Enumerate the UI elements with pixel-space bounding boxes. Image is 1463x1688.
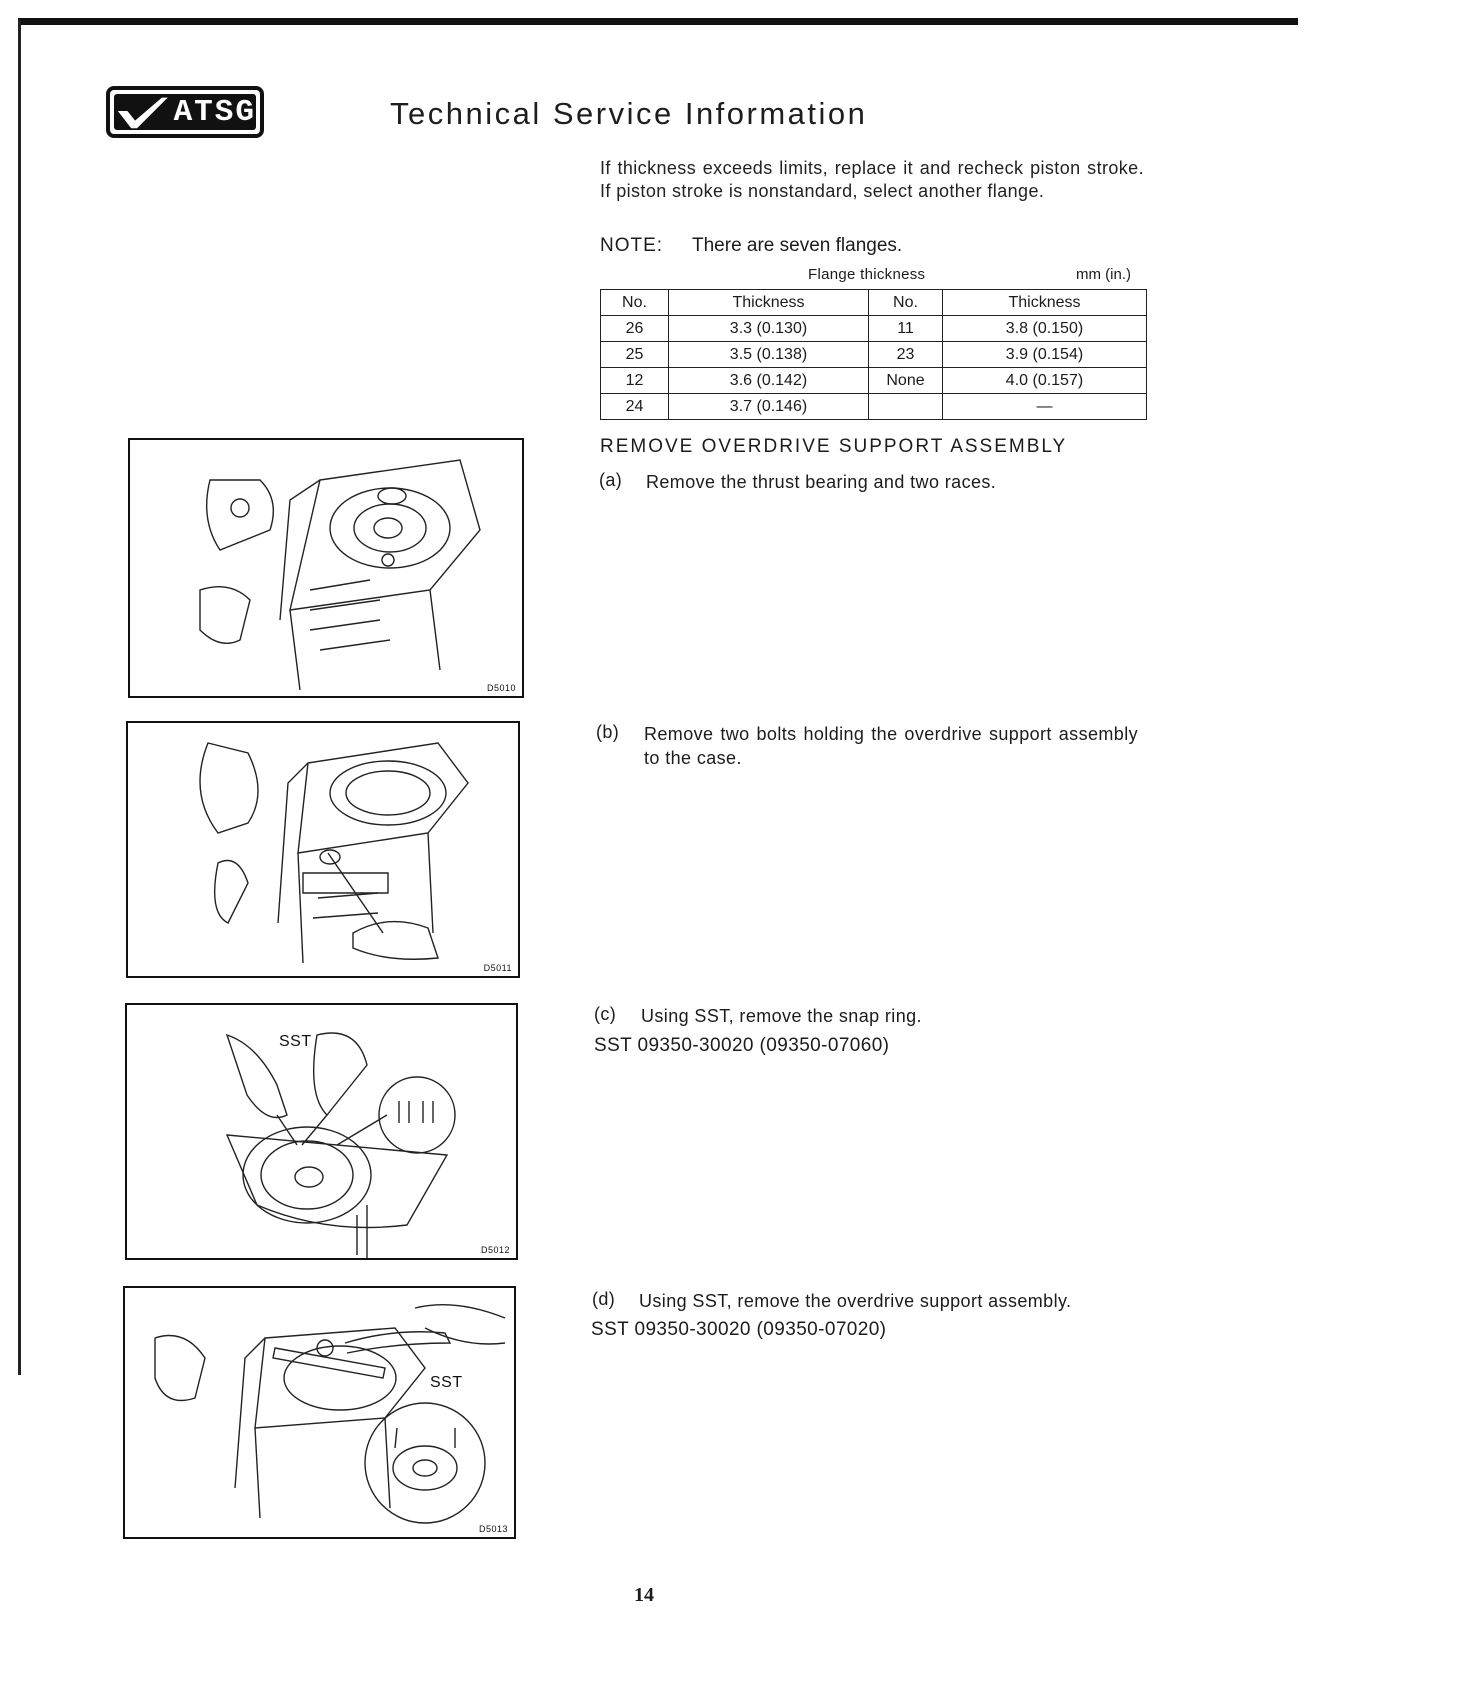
table-cell: 26 [601,316,669,342]
table-cell: 4.0 (0.157) [943,368,1147,394]
step-text: Remove the thrust bearing and two races. [646,472,997,492]
table-cell: 23 [869,342,943,368]
table-row [601,368,1147,394]
step-label: (c) [594,1004,617,1024]
snap-ring-illustration [127,1005,518,1260]
table-cell: 3.5 (0.138) [669,342,869,368]
figure-code: D5013 [478,1524,508,1534]
atsg-logo [106,86,264,138]
step-text: Using SST, remove the overdrive support assembly. [639,1291,1072,1311]
note [600,235,902,257]
sst-number-d: SST 09350-30020 (09350-07020) [591,1319,887,1340]
header-no: No. [601,290,669,316]
step-c [594,1004,1142,1030]
table-cell: 11 [869,316,943,342]
figure-d5012 [125,1003,518,1260]
header-no: No. [869,290,943,316]
step-label: (d) [592,1289,616,1309]
table-cell: 3.7 (0.146) [669,394,869,420]
note-text: There are seven flanges. [692,235,903,256]
figure-d5013 [123,1286,516,1539]
figure-code: D5012 [480,1245,510,1255]
table-cell: — [943,394,1147,420]
table-row [601,342,1147,368]
table-cell: 3.3 (0.130) [669,316,869,342]
figure-code: D5011 [483,963,512,973]
sst-callout: SST [430,1374,463,1391]
figure-d5010 [128,438,524,698]
step-text: Using SST, remove the snap ring. [641,1006,922,1026]
table-cell: None [869,368,943,394]
step-d [592,1289,1142,1315]
transmission-illustration [130,440,524,698]
page-number: 14 [634,1584,654,1606]
table-cell: 25 [601,342,669,368]
step-b [596,722,1144,774]
sst-number-c: SST 09350-30020 (09350-07060) [594,1035,890,1056]
table-cell: 3.9 (0.154) [943,342,1147,368]
table-caption: Flange thickness [808,266,926,283]
table-cell: 3.8 (0.150) [943,316,1147,342]
table-cell: 24 [601,394,669,420]
header-thickness: Thickness [943,290,1147,316]
table-row [601,394,1147,420]
figure-code: D5010 [486,683,516,693]
table-units: mm (in.) [1076,266,1131,283]
header-thickness: Thickness [669,290,869,316]
intro-paragraph: If thickness exceeds limits, replace it and recheck piston stroke. If piston stroke is nonstandard, select another flange. [600,158,1144,201]
step-label: (a) [599,470,623,490]
flange-thickness-table [600,289,1147,420]
table-row [601,316,1147,342]
table-cell: 3.6 (0.142) [669,368,869,394]
checkmark-icon [114,93,170,131]
transmission-illustration [128,723,520,978]
overdrive-support-illustration [125,1288,516,1539]
page-title: Technical Service Information [390,96,868,131]
logo-text: ATSG [173,94,256,130]
sst-callout: SST [279,1033,312,1050]
step-label: (b) [596,722,620,742]
table-cell: 12 [601,368,669,394]
note-label: NOTE: [600,235,664,256]
top-rule [18,18,1298,25]
table-header-row [601,290,1147,316]
left-margin-rule [18,20,21,1375]
section-heading: REMOVE OVERDRIVE SUPPORT ASSEMBLY [600,436,1068,457]
step-text: Remove two bolts holding the overdrive support assembly to the case. [644,724,1138,768]
table-cell [869,394,943,420]
figure-d5011 [126,721,520,978]
step-a [599,470,1144,496]
